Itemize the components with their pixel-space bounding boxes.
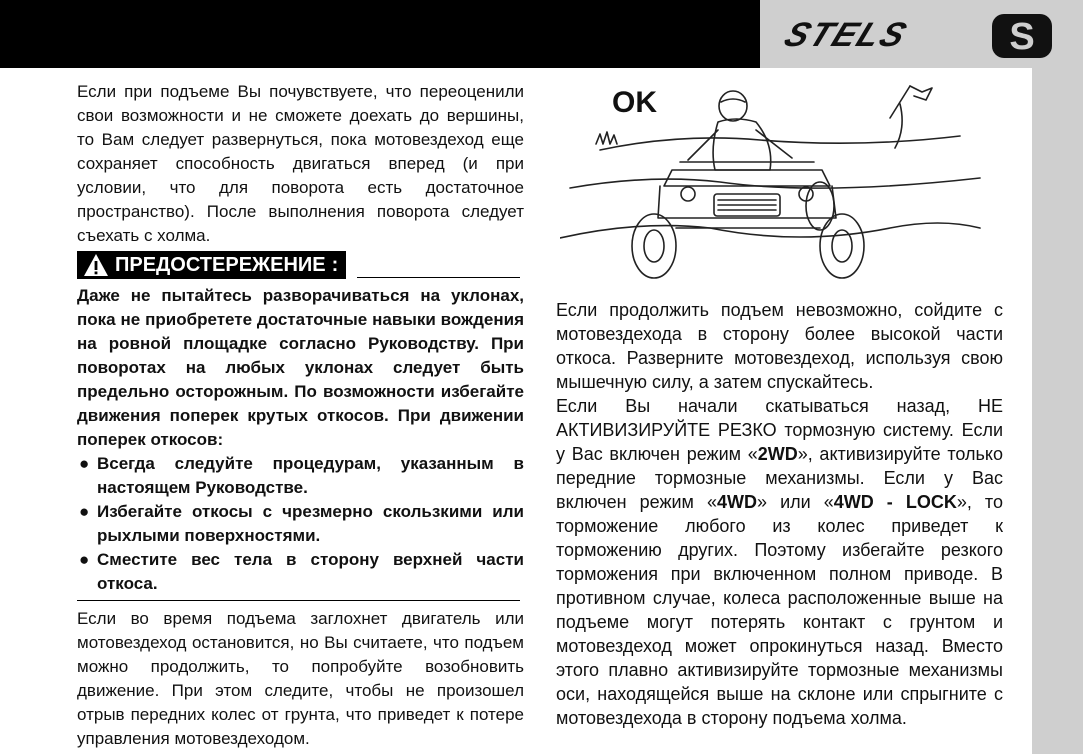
mode-4wd: 4WD	[717, 492, 757, 512]
mode-2wd: 2WD	[757, 444, 798, 464]
brand-logo-area	[760, 0, 1083, 68]
warning-triangle-icon	[83, 253, 109, 277]
warning-header	[77, 250, 524, 280]
list-item: ● Избегайте откосы с чрезмерно скользкими или рыхлыми поверхностями.	[79, 502, 524, 545]
bullet-icon: ●	[79, 550, 90, 569]
ok-label: OK	[612, 86, 657, 119]
mode-4wd-lock: 4WD - LOCK	[833, 492, 957, 512]
section-divider	[77, 600, 520, 601]
list-item: ● Сместите вес тела в сторону верхней части откоса.	[79, 550, 524, 593]
svg-text:STELS: STELS	[778, 16, 914, 54]
bullet-icon: ●	[79, 454, 90, 473]
warning-colon: :	[331, 254, 339, 276]
svg-text:S: S	[1009, 16, 1035, 58]
intro-paragraph: Если при подъеме Вы почувствуете, что переоценили свои возможности и не сможете доехать до вершины, то Вам следует развернуться, пока мотовездеход еще сохраняет способность двигаться вперед (и при условии, что для поворота есть достаточное пространство). После выполнения поворота следует съехать с холма.	[77, 82, 524, 245]
warning-bullets	[77, 452, 524, 596]
right-column	[556, 298, 1003, 730]
warning-badge	[77, 251, 346, 279]
warning-text: Даже не пытайтесь разворачиваться на уклонах, пока не приобретете достаточные навыки вождения на ровной площадке согласно Руководству. При поворотах на любых уклонах следует быть предельно осторожным. По возможности избегайте движения поперек крутых откосов. При движении поперек откосов:	[77, 286, 524, 449]
right-paragraph-1: Если продолжить подъем невозможно, сойдите с мотовездехода в сторону более высокой части откоса. Разверните мотовездеход, используя свою мышечную силу, а затем спускайтесь.	[556, 300, 1003, 392]
warning-divider	[357, 277, 520, 278]
stels-logo-icon	[760, 0, 1083, 68]
header-bar	[0, 0, 760, 68]
warning-title: ПРЕДОСТЕРЕЖЕНИЕ	[115, 254, 326, 276]
right-paragraph-2: Если Вы начали скатываться назад, НЕ АКТИВИЗИРУЙТЕ РЕЗКО тормозную систему. Если у Вас включен режим «2WD», активизируйте только передние тормозные механизмы. Если у Вас включен режим «4WD» или «4WD - LOCK», то торможение любого из колес приведет к торможению других. Поэтому избегайте резкого торможения при включенном полном приводе. В противном случае, колеса расположенные выше на подъеме могут потерять контакт с грунтом и мотовездеход может опрокинуться назад. Вместо этого плавно активизируйте тормозные механизмы оси, находящейся выше на склоне или спрыгните с мотовездехода в сторону подъема холма.	[556, 396, 1003, 728]
side-strip	[1032, 68, 1083, 754]
list-item: ● Всегда следуйте процедурам, указанным в настоящем Руководстве.	[79, 454, 524, 497]
outro-paragraph: Если во время подъема заглохнет двигатель или мотовездеход остановится, но Вы считаете, что подъем можно продолжить, то попробуйте возобновить движение. При этом следите, чтобы не произошел отрыв передних колес от грунта, что приведет к потере управления мотовездеходом.	[77, 609, 524, 748]
bullet-icon: ●	[79, 502, 90, 521]
left-column	[77, 80, 524, 751]
